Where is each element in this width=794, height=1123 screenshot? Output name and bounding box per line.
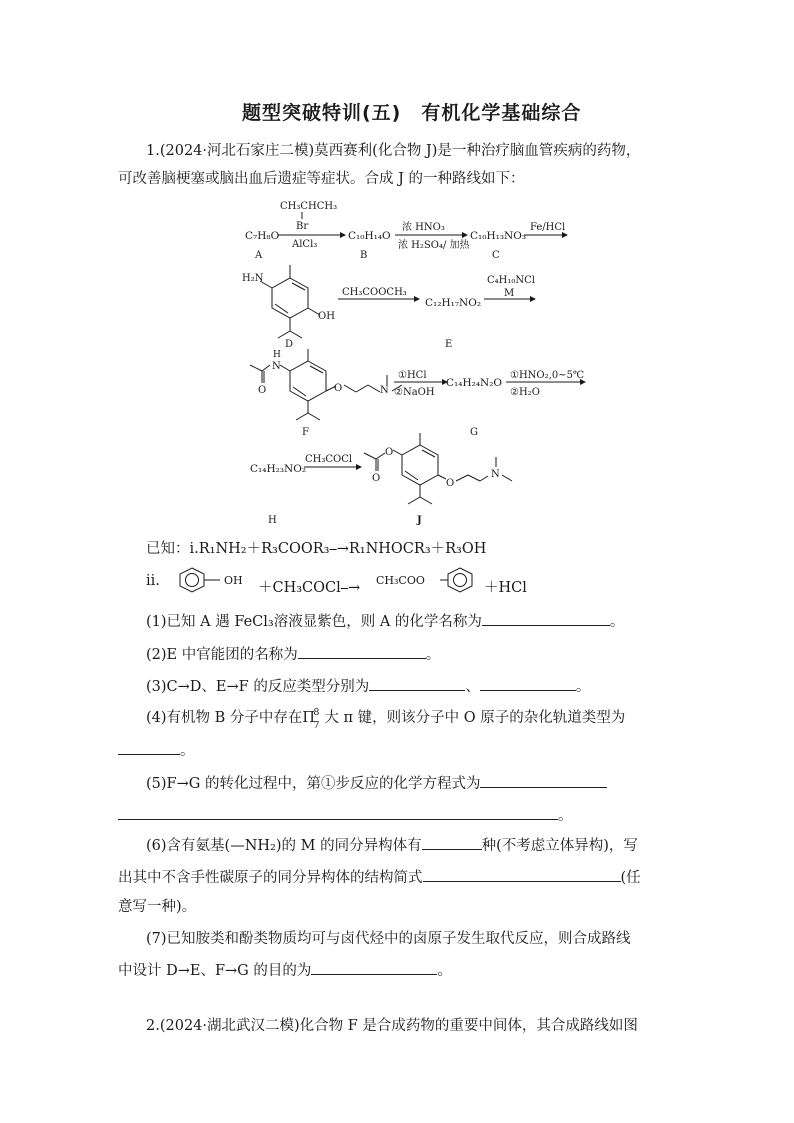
- pi-bond-notation: [302, 707, 324, 731]
- G-formula: C₁₄H₂₄N₂O: [446, 377, 503, 389]
- answer-blank-5b[interactable]: [118, 805, 558, 820]
- B-formula: C₁₀H₁₄O: [348, 230, 391, 242]
- question-7-line2: [118, 960, 452, 981]
- question-5-text: (5)F→G 的转化过程中，第①步反应的化学方程式为: [146, 776, 481, 792]
- reagent-br: Br: [296, 221, 309, 232]
- reagent-ch3cocl: CH₃COCl: [305, 454, 353, 465]
- J-o1: O: [385, 447, 394, 458]
- phenol-oh: OH: [224, 574, 243, 587]
- question-3: [146, 676, 590, 697]
- question-6-text-d: (任: [620, 870, 641, 886]
- pi-subscript: 7: [313, 720, 320, 731]
- pi-superscript: 8: [313, 707, 320, 718]
- J-o2: O: [372, 473, 381, 484]
- question-4: [146, 707, 626, 731]
- D-oh: OH: [318, 311, 335, 322]
- J-n: N: [491, 469, 500, 480]
- question-1-end: 。: [609, 614, 625, 630]
- reagent-c4h10ncl: C₄H₁₀NCl: [487, 275, 535, 286]
- answer-blank-3a[interactable]: [369, 676, 465, 691]
- known-reaction-i: ⅰ.R₁NH₂＋R₃COOR₃⎯→R₁NHOCR₃＋R₃OH: [189, 541, 487, 557]
- answer-blank-3b[interactable]: [480, 676, 576, 691]
- question-4-line2: [118, 740, 195, 761]
- page-title: 题型突破特训(五) 有机化学基础综合: [242, 102, 582, 124]
- reagent-m: M: [504, 288, 515, 299]
- A-formula: C₇H₈O: [245, 230, 280, 242]
- known-intro: 已知：: [146, 541, 190, 557]
- answer-blank-7[interactable]: [311, 960, 437, 975]
- C-label: C: [492, 250, 500, 261]
- known-ii-line: [146, 571, 160, 591]
- H-formula: C₁₄H₂₃NO₂: [250, 463, 307, 475]
- J-label: J: [417, 515, 422, 526]
- question-5: [146, 773, 607, 794]
- question-6: [146, 835, 638, 856]
- reagent-hno3: 浓 HNO₃: [402, 222, 445, 233]
- answer-blank-2[interactable]: [298, 644, 426, 659]
- q1-intro-line1: 1.(2024·河北石家庄二模)莫西赛利(化合物 J)是一种治疗脑血管疾病的药物，: [146, 143, 641, 159]
- question-7-end: 。: [437, 963, 452, 979]
- F-o1: O: [258, 385, 267, 396]
- E-label: E: [445, 339, 453, 350]
- J-o3: O: [446, 478, 455, 489]
- known-ii-prefix: ⅱ.: [146, 573, 160, 589]
- reagent-h2so4: 浓 H₂SO₄/ 加热: [398, 240, 470, 251]
- reagent-alcl3: AlCl₃: [292, 239, 318, 250]
- C-formula: C₁₀H₁₃NO₃: [470, 230, 527, 242]
- F-n2: N: [380, 385, 389, 396]
- question-6-line2: [118, 867, 641, 888]
- answer-blank-6b[interactable]: [423, 867, 621, 882]
- question-2-text: (2)E 中官能团的名称为: [146, 647, 298, 663]
- G-label: G: [470, 427, 478, 438]
- question-3-text: (3)C→D、E→F 的反应类型分别为: [146, 679, 370, 695]
- answer-blank-1[interactable]: [482, 611, 610, 626]
- E-formula: C₁₂H₁₇NO₂: [425, 297, 482, 309]
- question-5-end: 。: [558, 808, 573, 824]
- A-label: A: [255, 250, 263, 261]
- phenyl-acetate-structure: [376, 564, 486, 596]
- answer-blank-5a[interactable]: [480, 773, 607, 788]
- question-5-line2: [118, 805, 573, 826]
- phenol-structure: [176, 564, 256, 596]
- reagent-naoh: ②NaOH: [394, 387, 435, 398]
- synthesis-scheme: [230, 195, 600, 530]
- answer-blank-4[interactable]: [118, 740, 180, 755]
- question-1: [146, 611, 624, 632]
- question-6-text-c: 出其中不含手性碳原子的同分异构体的结构简式: [118, 870, 423, 886]
- phenyl-acetate-text: CH₃COO: [376, 574, 425, 587]
- question-2: [146, 644, 440, 665]
- question-7-text-b: 中设计 D→E、F→G 的目的为: [118, 963, 312, 979]
- F-h: H: [273, 350, 281, 360]
- q2-intro-line1: 2.(2024·湖北武汉二模)化合物 F 是合成药物的重要中间体，其合成路线如图: [146, 1018, 638, 1034]
- answer-blank-6a[interactable]: [422, 835, 482, 850]
- question-3-end: 。: [575, 679, 591, 695]
- F-structure: [250, 349, 402, 438]
- reagent-hcl: ①HCl: [398, 370, 427, 381]
- D-nh2: H₂N: [242, 273, 264, 284]
- reagent-ch3cooch3: CH₃COOCH₃: [342, 287, 407, 298]
- F-o2: O: [334, 383, 343, 394]
- known-i-line: [146, 539, 486, 559]
- B-label: B: [360, 250, 368, 261]
- question-3-sep: 、: [465, 679, 480, 695]
- J-structure: [364, 433, 512, 526]
- F-n: N: [272, 361, 281, 372]
- question-4-text-b: 大 π 键，则该分子中 O 原子的杂化轨道类型为: [324, 710, 626, 726]
- H-label: H: [268, 515, 277, 526]
- question-6-text-a: (6)含有氨基(—NH₂)的 M 的同分异构体有: [146, 838, 422, 854]
- F-label: F: [302, 427, 309, 438]
- question-6-text-b: 种(不考虑立体异构)，写: [481, 838, 638, 854]
- question-1-text: (1)已知 A 遇 FeCl₃溶液显紫色，则 A 的化学名称为: [146, 614, 482, 630]
- known-ii-end: ＋HCl: [484, 580, 527, 596]
- question-4-end: 。: [180, 743, 195, 759]
- question-7: (7)已知胺类和酚类物质均可与卤代烃中的卤原子发生取代反应，则合成路线: [146, 931, 631, 947]
- question-2-end: 。: [425, 647, 441, 663]
- reagent-isopropyl: CH₃CHCH₃: [280, 201, 338, 212]
- question-4-text-a: (4)有机物 B 分子中存在: [146, 710, 303, 726]
- D-label: D: [285, 339, 294, 350]
- question-6-end: 意写一种)。: [118, 899, 197, 915]
- D-structure: [242, 265, 335, 350]
- reagent-hno2: ①HNO₂,0~5℃: [510, 370, 585, 381]
- known-ii-mid: ＋CH₃COCl⎯→: [258, 580, 361, 596]
- q1-intro-line2: 可改善脑梗塞或脑出血后遗症等症状。合成 J 的一种路线如下：: [118, 171, 525, 187]
- pi-symbol: Π: [302, 710, 316, 726]
- reagent-fe-hcl: Fe/HCl: [530, 222, 566, 233]
- reagent-h2o: ②H₂O: [510, 387, 540, 398]
